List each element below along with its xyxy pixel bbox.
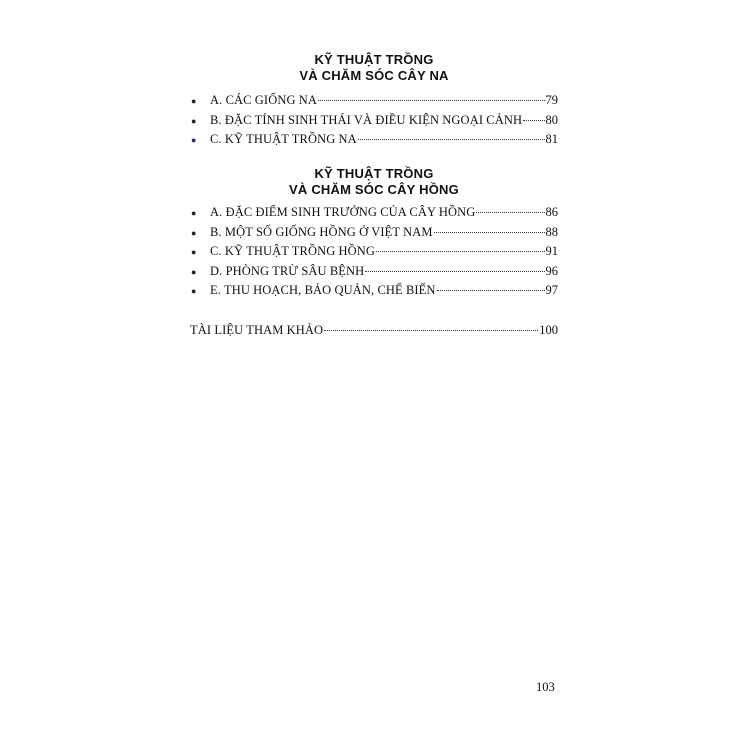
dot-leader <box>324 329 538 331</box>
toc-entry-page: 80 <box>545 112 558 127</box>
dot-leader <box>358 138 545 140</box>
bullet-icon: ● <box>191 208 197 218</box>
toc-entry-label: B. MỘT SỐ GIỐNG HỒNG Ở VIỆT NAM <box>210 224 433 239</box>
bullet-icon: ● <box>191 115 197 126</box>
toc-entry-label: E. THU HOẠCH, BẢO QUẢN, CHẾ BIẾN <box>210 283 436 297</box>
bullet-icon: ● <box>191 135 197 145</box>
dot-leader <box>365 270 544 272</box>
toc-list-na <box>190 91 558 150</box>
section-title-line2: VÀ CHĂM SÓC CÂY HỒNG <box>289 182 459 197</box>
bullet-icon: ● <box>191 266 197 277</box>
toc-entry-page: 79 <box>545 93 558 107</box>
toc-entry-references[interactable] <box>190 321 558 341</box>
toc-entry[interactable] <box>190 242 558 262</box>
toc-entry[interactable] <box>190 130 558 150</box>
dot-leader <box>318 99 544 101</box>
toc-entry-page: 91 <box>545 244 558 258</box>
dot-leader <box>376 250 544 252</box>
section-title-na <box>190 52 558 84</box>
references-page: 100 <box>539 323 558 337</box>
section-title-hong <box>190 166 558 198</box>
toc-entry-page: 96 <box>545 263 558 278</box>
toc-entry[interactable] <box>190 111 558 131</box>
toc-entry-label: A. ĐẶC ĐIỂM SINH TRƯỞNG CỦA CÂY HỒNG <box>210 205 476 219</box>
toc-entry-page: 88 <box>545 224 558 239</box>
toc-entry[interactable] <box>190 91 558 111</box>
toc-entry[interactable] <box>190 203 558 223</box>
page-number: 103 <box>536 680 555 694</box>
toc-entry-label: B. ĐẶC TÍNH SINH THÁI VÀ ĐIỀU KIỆN NGOẠI CẢNH <box>210 112 523 127</box>
section-title-line1: KỸ THUẬT TRỒNG <box>314 166 434 181</box>
toc-entry-label: A. CÁC GIỐNG NA <box>210 93 318 107</box>
dot-leader <box>434 231 545 233</box>
toc-entry[interactable] <box>190 281 558 301</box>
toc-entry-label: D. PHÒNG TRỪ SÂU BỆNH <box>210 263 365 278</box>
dot-leader <box>476 211 544 213</box>
bullet-icon: ● <box>191 96 197 106</box>
bullet-icon: ● <box>191 227 197 238</box>
toc-entry-page: 86 <box>545 205 558 219</box>
bullet-icon: ● <box>191 247 197 257</box>
toc-entry[interactable] <box>190 223 558 243</box>
toc-entry[interactable] <box>190 262 558 282</box>
dot-leader <box>523 119 544 121</box>
section-title-line2: VÀ CHĂM SÓC CÂY NA <box>299 68 449 83</box>
references-label: TÀI LIỆU THAM KHẢO <box>190 323 324 337</box>
toc-list-hong <box>190 203 558 301</box>
section-title-line1: KỸ THUẬT TRỒNG <box>314 52 434 67</box>
dot-leader <box>437 289 545 291</box>
toc-entry-page: 97 <box>545 283 558 297</box>
bullet-icon: ● <box>191 286 197 296</box>
toc-entry-page: 81 <box>545 132 558 146</box>
toc-entry-label: C. KỸ THUẬT TRỒNG HỒNG <box>210 244 376 258</box>
toc-entry-label: C. KỸ THUẬT TRỒNG NA <box>210 132 357 146</box>
